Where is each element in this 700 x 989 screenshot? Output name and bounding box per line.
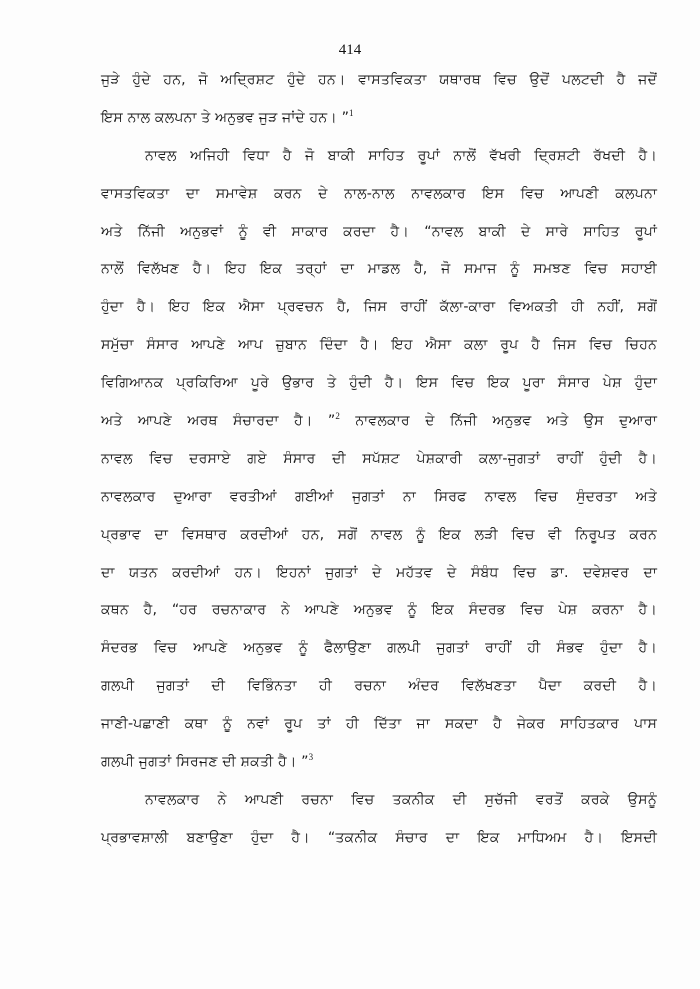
text-line: ਅਤੇ ਆਪਣੇ ਅਰਥ ਸੰਚਾਰਦਾ ਹੈ। ”$^2$ ਨਾਵਲਕਾਰ ਦੇ ਨਿੱਜੀ ਅਨੁਭਵ ਅਤੇ ਉਸ ਦੁਆਰਾ (101, 411, 657, 430)
text-line: ਜੁੜੇ ਹੁੰਦੇ ਹਨ, ਜੋ ਅਦ੍ਰਿਸ਼ਟ ਹੁੰਦੇ ਹਨ। ਵਾਸਤਵਿਕਤਾ ਯਥਾਰਥ ਵਿਚ ਉਦੋਂ ਪਲਟਦੀ ਹੈ ਜਦੋਂ (101, 72, 657, 88)
text-line: ਸੰਦਰਭ ਵਿਚ ਆਪਣੇ ਅਨੁਭਵ ਨੂੰ ਫੈਲਾਉਣਾ ਗਲਪੀ ਜੁਗਤਾਂ ਰਾਹੀਂ ਹੀ ਸੰਭਵ ਹੁੰਦਾ ਹੈ। (101, 640, 657, 657)
text-line: ਪ੍ਰਭਾਵ ਦਾ ਵਿਸਥਾਰ ਕਰਦੀਆਂ ਹਨ, ਸਗੋਂ ਨਾਵਲ ਨੂੰ ਇਕ ਲੜੀ ਵਿਚ ਵੀ ਨਿਰੂਪਤ ਕਰਨ (101, 526, 657, 543)
text-line: ਵਿਗਿਆਨਕ ਪ੍ਰਕਿਰਿਆ ਪੂਰੇ ਉਭਾਰ ਤੇ ਹੁੰਦੀ ਹੈ। ਇਸ ਵਿਚ ਇਕ ਪੂਰਾ ਸੰਸਾਰ ਪੇਸ਼ ਹੁੰਦਾ (101, 375, 657, 392)
text-line: ਨਾਵਲ ਵਿਚ ਦਰਸਾਏ ਗਏ ਸੰਸਾਰ ਦੀ ਸਪੱਸ਼ਟ ਪੇਸ਼ਕਾਰੀ ਕਲਾ-ਜੁਗਤਾਂ ਰਾਹੀਂ ਹੁੰਦੀ ਹੈ। (101, 450, 657, 467)
paragraph-start-line: ਨਾਵਲਕਾਰ ਨੇ ਆਪਣੀ ਰਚਨਾ ਵਿਚ ਤਕਨੀਕ ਦੀ ਸੁਚੱਜੀ ਵਰਤੋਂ ਕਰਕੇ ਉਸਨੂੰ (145, 791, 657, 808)
text-line: ਦਾ ਯਤਨ ਕਰਦੀਆਂ ਹਨ। ਇਹਨਾਂ ਜੁਗਤਾਂ ਦੇ ਮਹੱਤਵ ਦੇ ਸੰਬੰਧ ਵਿਚ ਡਾ. ਦਵੇਸ਼ਵਰ ਦਾ (101, 564, 657, 581)
paragraph-start-line: ਨਾਵਲ ਅਜਿਹੀ ਵਿਧਾ ਹੈ ਜੋ ਬਾਕੀ ਸਾਹਿਤ ਰੂਪਾਂ ਨਾਲੋਂ ਵੱਖਰੀ ਦ੍ਰਿਸ਼ਟੀ ਰੱਖਦੀ ਹੈ। (145, 147, 657, 164)
body-text (101, 62, 657, 858)
text-line: ਜਾਣੀ-ਪਛਾਣੀ ਕਥਾ ਨੂੰ ਨਵਾਂ ਰੂਪ ਤਾਂ ਹੀ ਦਿੱਤਾ ਜਾ ਸਕਦਾ ਹੈ ਜੇਕਰ ਸਾਹਿਤਕਾਰ ਪਾਸ (101, 716, 657, 733)
footnote-marker: 2 (335, 411, 340, 422)
text-line: ਹੁੰਦਾ ਹੈ। ਇਹ ਇਕ ਐਸਾ ਪ੍ਰਵਚਨ ਹੈ, ਜਿਸ ਰਾਹੀਂ ਕੱਲਾ-ਕਾਰਾ ਵਿਅਕਤੀ ਹੀ ਨਹੀਂ, ਸਗੋਂ (101, 299, 657, 316)
text-line: ਕਥਨ ਹੈ, “ਹਰ ਰਚਨਾਕਾਰ ਨੇ ਆਪਣੇ ਅਨੁਭਵ ਨੂੰ ਇਕ ਸੰਦਰਭ ਵਿਚ ਪੇਸ਼ ਕਰਨਾ ਹੈ। (101, 602, 657, 619)
text-line: ਗਲਪੀ ਜੁਗਤਾਂ ਦੀ ਵਿਭਿੰਨਤਾ ਹੀ ਰਚਨਾ ਅੰਦਰ ਵਿਲੱਖਣਤਾ ਪੈਦਾ ਕਰਦੀ ਹੈ। (101, 678, 657, 695)
page-number: 414 (338, 42, 362, 58)
text-line: ਨਾਵਲਕਾਰ ਦੁਆਰਾ ਵਰਤੀਆਂ ਗਈਆਂ ਜੁਗਤਾਂ ਨਾ ਸਿਰਫ ਨਾਵਲ ਵਿਚ ਸੁੰਦਰਤਾ ਅਤੇ (101, 488, 657, 505)
footnote-marker: 3 (308, 752, 314, 763)
text-line: ਗਲਪੀ ਜੁਗਤਾਂ ਸਿਰਜਣ ਦੀ ਸ਼ਕਤੀ ਹੈ। ”$^3$ (101, 752, 314, 771)
text-line: ਵਾਸਤਵਿਕਤਾ ਦਾ ਸਮਾਵੇਸ਼ ਕਰਨ ਦੇ ਨਾਲ-ਨਾਲ ਨਾਵਲਕਾਰ ਇਸ ਵਿਚ ਆਪਣੀ ਕਲਪਨਾ (101, 185, 657, 202)
text-line: ਨਾਲੋਂ ਵਿਲੱਖਣ ਹੈ। ਇਹ ਇਕ ਤਰ੍ਹਾਂ ਦਾ ਮਾਡਲ ਹੈ, ਜੋ ਸਮਾਜ ਨੂੰ ਸਮਝਣ ਵਿਚ ਸਹਾਈ (101, 261, 657, 278)
text-line: ਅਤੇ ਨਿੱਜੀ ਅਨੁਭਵਾਂ ਨੂੰ ਵੀ ਸਾਕਾਰ ਕਰਦਾ ਹੈ। “ਨਾਵਲ ਬਾਕੀ ਦੇ ਸਾਰੇ ਸਾਹਿਤ ਰੂਪਾਂ (101, 223, 657, 240)
text-line: ਪ੍ਰਭਾਵਸ਼ਾਲੀ ਬਣਾਉਣਾ ਹੁੰਦਾ ਹੈ। “ਤਕਨੀਕ ਸੰਚਾਰ ਦਾ ਇਕ ਮਾਧਿਅਮ ਹੈ। ਇਸਦੀ (101, 829, 657, 846)
text-line: ਸਮੁੱਚਾ ਸੰਸਾਰ ਆਪਣੇ ਆਪ ਜ਼ੁਬਾਨ ਦਿੰਦਾ ਹੈ। ਇਹ ਐਸਾ ਕਲਾ ਰੂਪ ਹੈ ਜਿਸ ਵਿਚ ਚਿਹਨ (101, 337, 657, 354)
footnote-marker: 1 (349, 107, 354, 118)
text-line: ਇਸ ਨਾਲ ਕਲਪਨਾ ਤੇ ਅਨੁਭਵ ਜੁੜ ਜਾਂਦੇ ਹਨ। ”$^1$ (101, 107, 354, 126)
